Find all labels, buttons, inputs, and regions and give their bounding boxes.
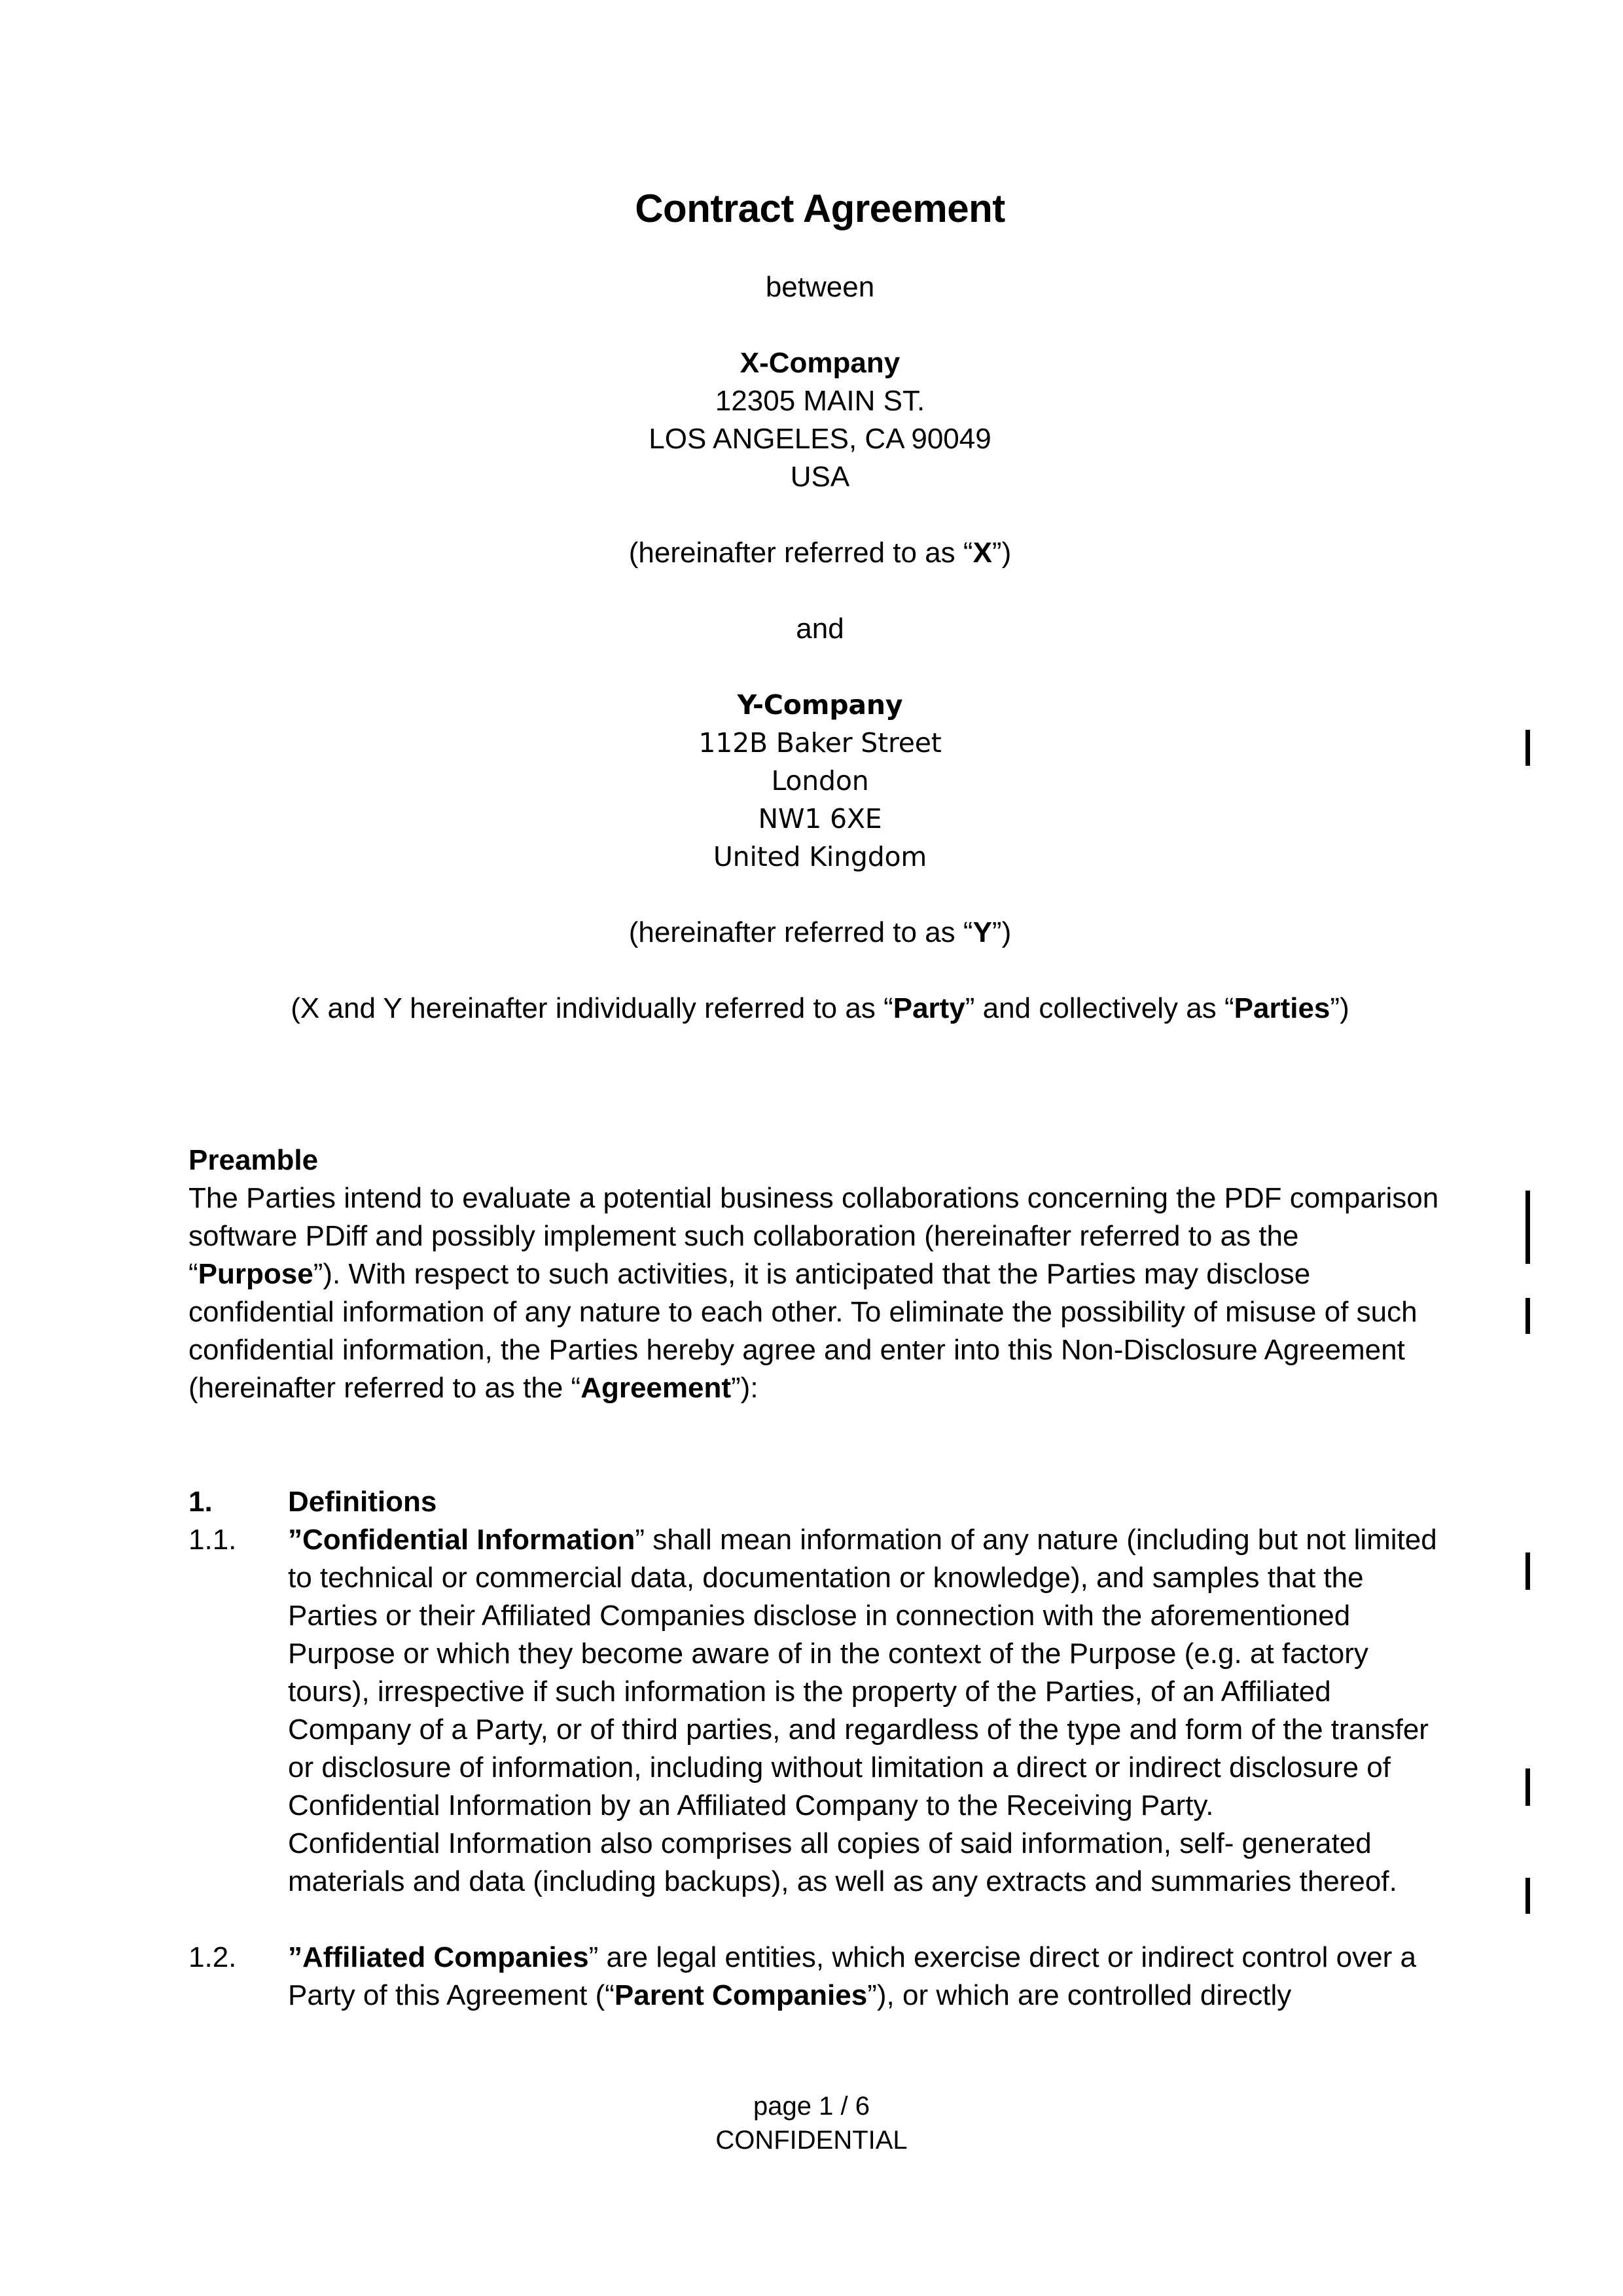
section-1-number: 1. <box>188 1486 213 1518</box>
party-y-name: Y-Company <box>737 689 903 721</box>
parties-line-close-quote-1: ” <box>965 992 975 1024</box>
clause-1-2-close-quote: ” <box>588 1941 599 1973</box>
clause-1-2-body-part1: are legal entities, which exercise direct or indirect control over a Party of this Agreement (“ <box>288 1941 1416 2011</box>
spacer <box>188 572 1452 610</box>
party-x-reference-suffix: ) <box>1001 537 1012 569</box>
party-x-address-line-2: LOS ANGELES, CA 90049 <box>649 423 991 455</box>
change-bar <box>1525 1298 1530 1334</box>
clause-1-1-body: shall mean information of any nature (including but not limited to technical or commercial data, documentation or knowledge), and samples that the Parties or their Affiliated Companies disclose in connection with the aforementioned Purpose or which they become aware of in the context of the Purpose (e.g. at factory tours), irrespective if such information is the property of the Parties, of an Affiliated Company of a Party, or of third parties, and regardless of the type and form of the transfer or disclosure of information, including without limitation a direct or indirect disclosure of Confidential Information by an Affiliated Company to the Receiving Party. <box>288 1524 1437 1821</box>
section-1-heading: Definitions <box>288 1486 437 1518</box>
parties-line-close-quote-2: ” <box>1330 992 1340 1024</box>
party-x-address-line-3: USA <box>790 461 850 493</box>
confidentiality-label: CONFIDENTIAL <box>715 2126 908 2155</box>
party-y-reference-suffix: ) <box>1001 916 1012 948</box>
party-y-address-line-2: London <box>771 765 869 797</box>
change-bar <box>1525 730 1530 766</box>
preamble-text-part1: The Parties intend to evaluate a potential business collaborations concerning the PDF comparison software PDiff and possibly implement such collaboration (hereinafter referred to as the “ <box>188 1182 1439 1290</box>
parties-line-open-quote-2: “ <box>1224 992 1234 1024</box>
term-parent-companies: Parent Companies <box>614 1979 868 2011</box>
page-title: Contract Agreement <box>635 187 1005 230</box>
spacer <box>188 496 1452 534</box>
change-bar <box>1525 1878 1530 1914</box>
parties-line-part1: (X and Y hereinafter individually referred to as <box>291 992 884 1024</box>
term-affiliated-companies: Affiliated Companies <box>302 1941 589 1973</box>
change-bar <box>1525 1768 1530 1806</box>
clause-1-1-close-quote: ” <box>635 1524 645 1556</box>
party-y-reference-prefix: (hereinafter referred to as <box>628 916 963 948</box>
spacer <box>188 1407 1452 1483</box>
change-bar <box>1525 1191 1530 1264</box>
clause-1-2-text <box>288 1939 1452 2015</box>
section-1-heading-row <box>188 1483 1452 1521</box>
party-y-address-line-1: 112B Baker Street <box>698 727 942 759</box>
spacer <box>188 952 1452 990</box>
preamble-text-part2: ”). With respect to such activities, it is anticipated that the Parties may disclose confidential information of any nature to each other. To eliminate the possibility of misuse of such confidential information, the Parties hereby agree and enter into this Non-Disclosure Agreement (hereinafter referred to as the “ <box>188 1258 1418 1404</box>
clause-1-1-body-second-paragraph: Confidential Information also comprises all copies of said information, self- generated materials and data (including backups), as well as any extracts and summaries thereof. <box>288 1827 1397 1897</box>
spacer <box>188 1103 1452 1141</box>
spacer <box>188 1028 1452 1103</box>
party-y-reference-short: Y <box>972 916 992 948</box>
clause-1-2-open-quote: ” <box>288 1941 302 1973</box>
between-label: between <box>765 271 875 303</box>
party-x-reference-prefix: (hereinafter referred to as <box>628 537 963 569</box>
party-x-name: X-Company <box>740 347 901 379</box>
preamble-heading: Preamble <box>188 1144 319 1176</box>
preamble-paragraph <box>188 1179 1452 1407</box>
parties-line-open-quote-1: “ <box>883 992 893 1024</box>
spacer <box>188 876 1452 914</box>
term-confidential-information: Confidential Information <box>302 1524 635 1556</box>
clause-1-1 <box>188 1521 1452 1901</box>
page-footer <box>0 2089 1623 2157</box>
parties-line-part3: ) <box>1340 992 1349 1024</box>
spacer <box>188 1901 1452 1939</box>
spacer <box>188 648 1452 686</box>
and-label: and <box>796 613 844 645</box>
change-bar <box>1525 1552 1530 1590</box>
party-y-address-line-3: NW1 6XE <box>758 803 882 834</box>
spacer <box>188 306 1452 344</box>
term-agreement: Agreement <box>580 1372 732 1404</box>
clause-1-2 <box>188 1939 1452 2015</box>
party-x-reference-open-quote: “ <box>963 537 973 569</box>
parties-line-part2: and collectively as <box>974 992 1224 1024</box>
party-y-address-line-4: United Kingdom <box>713 841 927 872</box>
preamble-text-part3: ”): <box>731 1372 758 1404</box>
clause-1-1-text <box>288 1521 1452 1825</box>
parties-definition-line <box>188 990 1452 1028</box>
clause-1-2-number: 1.2. <box>188 1941 237 1973</box>
term-purpose: Purpose <box>198 1258 313 1290</box>
spacer <box>188 230 1452 268</box>
clause-1-2-body-part2: ”), or which are controlled directly <box>867 1979 1292 2011</box>
clause-1-1-number: 1.1. <box>188 1524 237 1556</box>
term-party: Party <box>893 992 965 1024</box>
page-number-label: page 1 / 6 <box>753 2092 870 2121</box>
term-parties: Parties <box>1234 992 1330 1024</box>
page-content <box>188 0 1452 2015</box>
clause-1-1-open-quote: ” <box>288 1524 302 1556</box>
party-x-reference <box>188 534 1452 572</box>
party-y-reference-close-quote: ” <box>991 916 1002 948</box>
party-x-address-line-1: 12305 MAIN ST. <box>715 385 925 417</box>
party-x-reference-short: X <box>972 537 992 569</box>
party-y-reference-open-quote: “ <box>963 916 973 948</box>
party-x-reference-close-quote: ” <box>991 537 1002 569</box>
party-y-reference <box>188 914 1452 952</box>
